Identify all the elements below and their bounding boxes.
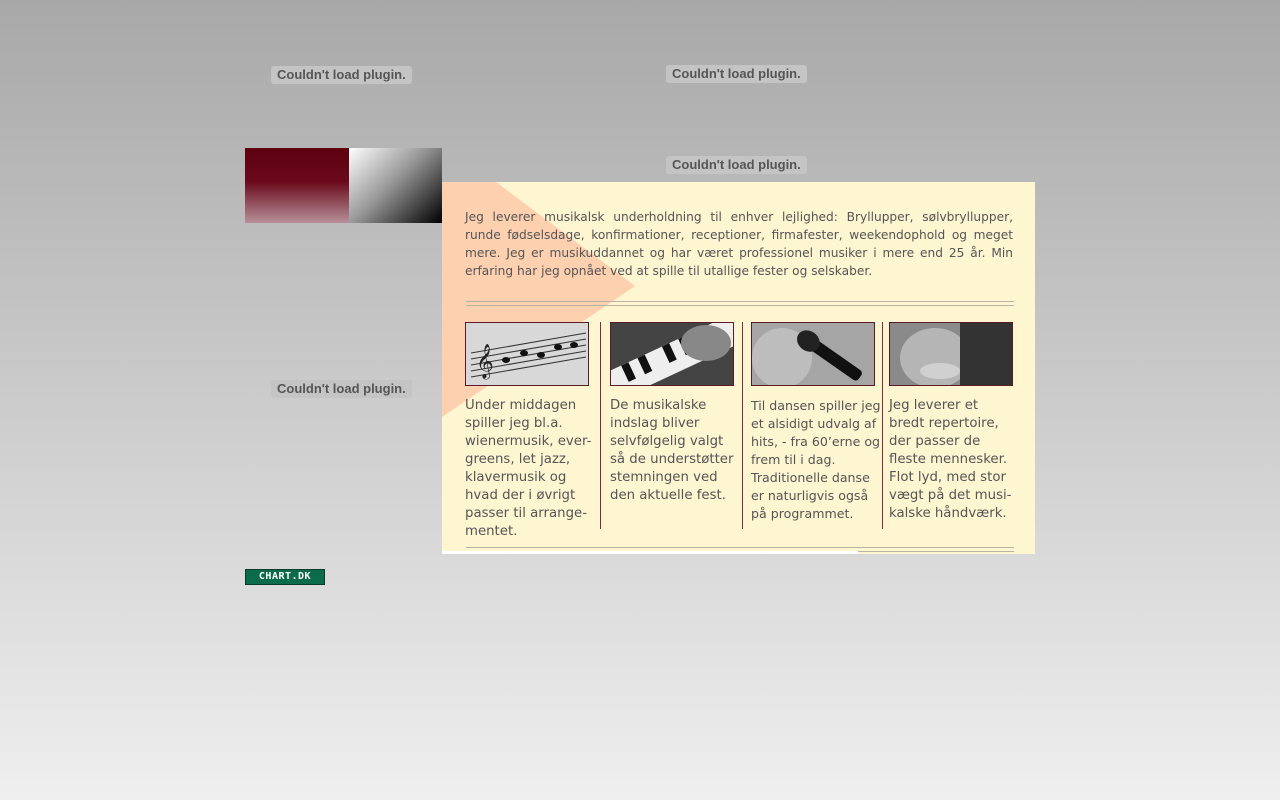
maroon-gradient-block [245,148,349,223]
column-divider-1 [600,322,601,529]
hands-image [889,322,1013,386]
panel-bottom-edge [442,551,858,554]
column-2-text: De musikalske indslag bliver selvfølgelig valgt så de understøtter stemningen ved den aktuelle fest. [610,398,734,503]
grayscale-gradient-block [349,148,442,223]
plugin-error-4: Couldn't load plugin. [271,380,412,398]
column-1 [465,322,591,541]
column-4 [889,322,1013,523]
column-3 [751,322,881,523]
piano-keys-image [610,322,734,386]
column-divider-3 [882,322,883,529]
svg-text:𝄞: 𝄞 [476,344,494,379]
column-2 [610,322,734,505]
column-4-text: Jeg leverer et bredt repertoire, der passer de fleste mennesker. Flot lyd, med stor vægt på det musi- kalske håndværk. [889,398,1012,521]
divider-top [466,301,1014,306]
microphone-image [751,322,875,386]
content-panel [442,182,1035,554]
intro-paragraph: Jeg leverer musikalsk underholdning til enhver lejlighed: Bryllupper, sølvbryllupper, runde fødselsdage, konfirmationer, receptioner, firmafester, weekendophold og meget mere. Jeg er musikuddannet og har været professionel musiker i mere end 25 år. Min erfaring har jeg opnået ved at spille til utallige fester og selskaber. [465,210,1013,278]
column-1-text: Under middagen spiller jeg bl.a. wienermusik, ever- greens, let jazz, klavermusik og hvad der i øvrigt passer til arrange- mentet. [465,398,592,539]
column-divider-2 [742,322,743,529]
plugin-error-3: Couldn't load plugin. [666,156,807,174]
plugin-error-1: Couldn't load plugin. [271,66,412,84]
chart-dk-badge[interactable]: CHART.DK [245,569,325,585]
plugin-error-2: Couldn't load plugin. [666,65,807,83]
sheet-music-image [465,322,589,386]
column-3-text: Til dansen spiller jeg et alsidigt udvalg af hits, - fra 60’erne og frem til i dag. Traditionelle danse er naturligvis også på programmet. [751,398,881,521]
